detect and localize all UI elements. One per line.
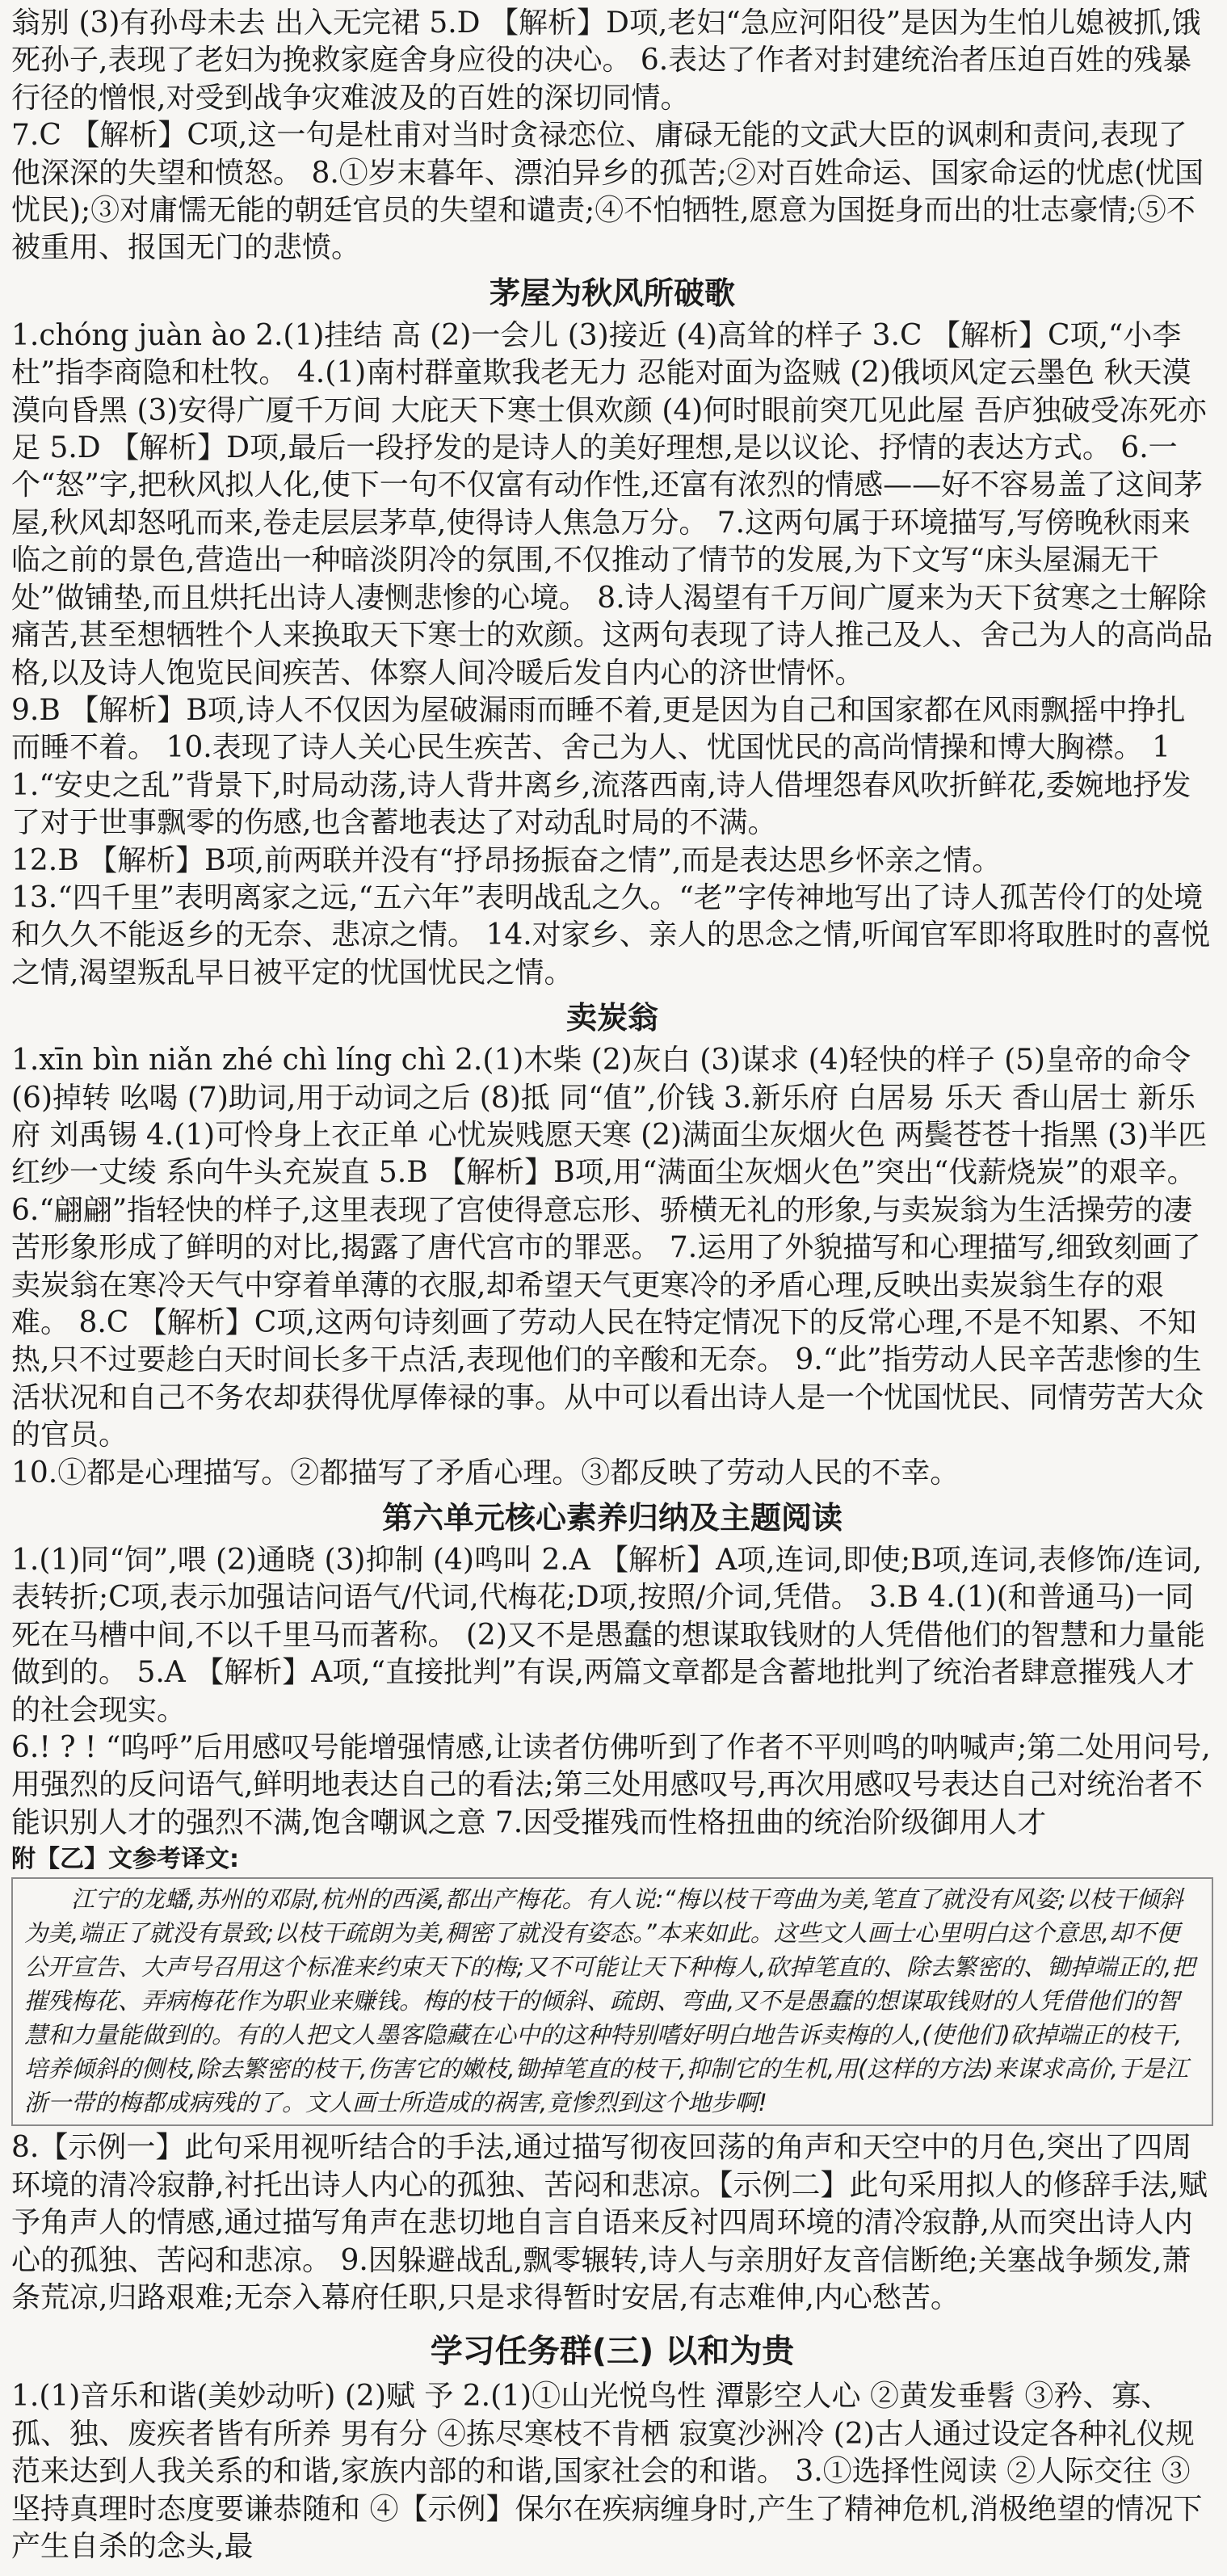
answer-paragraph: 8.【示例一】此句采用视听结合的手法,通过描写彻夜回荡的角声和天空中的月色,突出了四周环境的清冷寂静,衬托出诗人内心的孤独、苦闷和悲凉。【示例二】此句采用拟人的修辞手法,赋予角声人的情感,通过描写角声在悲切地自言自语来反衬四周环境的清冷寂静,从而突出诗人内心的孤独、苦闷和悲凉。 9.因躲避战乱,飘零辗转,诗人与亲朋好友音信断绝;关塞战争频发,萧条荒凉,归路艰难;无奈入幕府任职,只是求得暂时安居,有志难伸,内心愁苦。: [11, 2131, 1208, 2314]
answer-paragraph: 翁别 (3)有孙母未去 出入无完裙 5.D 【解析】D项,老妇“急应河阳役”是因为生怕儿媳被抓,饿死孙子,表现了老妇为挽救家庭舍身应役的决心。 6.表达了作者对封建统治者压迫百姓的残暴行径的憎恨,对受到战争灾难波及的百姓的深切同情。: [11, 6, 1201, 115]
answer-paragraph: 13.“四千里”表明离家之远,“五六年”表明战乱之久。“老”字传神地写出了诗人孤苦伶仃的处境和久久不能返乡的无奈、悲凉之情。 14.对家乡、亲人的思念之情,听闻官军即将取胜时的喜悦之情,渴望叛乱早日被平定的忧国忧民之情。: [11, 880, 1211, 990]
answer-paragraph: 7.C 【解析】C项,这一句是杜甫对当时贪禄恋位、庸碌无能的文武大臣的讽刺和责问,表现了他深深的失望和愤怒。 8.①岁末暮年、漂泊异乡的孤苦;②对百姓命运、国家命运的忧虑(忧国忧民);③对庸懦无能的朝廷官员的失望和谴责;④不怕牺牲,愿意为国挺身而出的壮志豪情;⑤不被重用、报国无门的悲愤。: [11, 119, 1204, 265]
section-heading: 卖炭翁: [565, 1000, 658, 1036]
answer-paragraph: 10.①都是心理描写。②都描写了矛盾心理。③都反映了劳动人民的不幸。: [11, 1456, 960, 1490]
translation-box: [11, 1877, 1213, 2126]
page-content: [11, 5, 1213, 2565]
section-heading: 茅屋为秋风所破歌: [489, 275, 735, 311]
answer-paragraph: 1.(1)同“饲”,喂 (2)通晓 (3)抑制 (4)鸣叫 2.A 【解析】A项,连词,即使;B项,连词,表修饰/连词,表转折;C项,表示加强诘问语气/代词,代梅花;D项,按照/介词,凭借。 3.B 4.(1)(和普通马)一同死在马槽中间,不以千里马而著称。 (2)又不是愚蠢的想谋取钱财的人凭借他们的智慧和力量能做到的。 5.A 【解析】A项,“直接批判”有误,两篇文章都是含蓄地批判了统治者肆意摧残人才的社会现实。: [11, 1544, 1205, 1727]
section-heading: 第六单元核心素养归纳及主题阅读: [381, 1500, 843, 1536]
answer-paragraph: 9.B 【解析】B项,诗人不仅因为屋破漏雨而睡不着,更是因为自己和国家都在风雨飘摇中挣扎而睡不着。 10.表现了诗人关心民生疾苦、舍己为人、忧国忧民的高尚情操和博大胸襟。 11.“安史之乱”背景下,时局动荡,诗人背井离乡,流落西南,诗人借埋怨春风吹折鲜花,委婉地抒发了对于世事飘零的伤感,也含蓄地表达了对动乱时局的不满。: [11, 693, 1191, 840]
answer-paragraph: 1.(1)音乐和谐(美妙动听) (2)赋 予 2.(1)①山光悦鸟性 潭影空人心 ②黄发垂髫 ③矜、寡、孤、独、废疾者皆有所养 男有分 ④拣尽寒枝不肯栖 寂寞沙洲冷 (2)古人通过设定各种礼仪规范来达到人我关系的和谐,家族内部的和谐,国家社会的和谐。 3.①选择性阅读 ②人际交往 ③坚持真理时态度要谦恭随和 ④【示例】保尔在疾病缠身时,产生了精神危机,消极绝望的情况下产生自杀的念头,最: [11, 2380, 1203, 2563]
section-heading: 学习任务群(三) 以和为贵: [430, 2333, 795, 2371]
translation-title: 附【乙】文参考译文:: [11, 1845, 239, 1874]
answer-paragraph: 6.! ? ! “呜呼”后用感叹号能增强情感,让读者仿佛听到了作者不平则鸣的呐喊声;第二处用问号,用强烈的反问语气,鲜明地表达自己的看法;第三处用感叹号,再次用感叹号表达自己对统治者不能识别人才的强烈不满,饱含嘲讽之意 7.因受摧残而性格扭曲的统治阶级御用人才: [11, 1731, 1211, 1839]
answer-paragraph: 1.chóng juàn ào 2.(1)挂结 高 (2)一会儿 (3)接近 (4)高耸的样子 3.C 【解析】C项,“小李杜”指李商隐和杜牧。 4.(1)南村群童欺我老无力 忍能对面为盗贼 (2)俄顷风定云墨色 秋天漠漠向昏黑 (3)安得广厦千万间 大庇天下寒士俱欢颜 (4)何时眼前突兀见此屋 吾庐独破受冻死亦足 5.D 【解析】D项,最后一段抒发的是诗人的美好理想,是以议论、抒情的表达方式。 6.一个“怒”字,把秋风拟人化,使下一句不仅富有动作性,还富有浓烈的情感——好不容易盖了这间茅屋,秋风却怒吼而来,卷走层层茅草,使得诗人焦急万分。 7.这两句属于环境描写,写傍晚秋雨来临之前的景色,营造出一种暗淡阴冷的氛围,不仅推动了情节的发展,为下文写“床头屋漏无干处”做铺垫,而且烘托出诗人凄恻悲惨的心境。 8.诗人渴望有千万间广厦来为天下贫寒之士解除痛苦,甚至想牺牲个人来换取天下寒士的欢颜。这两句表现了诗人推己及人、舍己为人的高尚品格,以及诗人饱览民间疾苦、体察人间冷暖后发自内心的济世情怀。: [11, 318, 1213, 690]
answer-paragraph: 12.B 【解析】B项,前两联并没有“抒昂扬振奋之情”,而是表达思乡怀亲之情。: [11, 843, 1002, 877]
translation-text: 江宁的龙蟠,苏州的邓尉,杭州的西溪,都出产梅花。有人说:“梅以枝干弯曲为美,笔直了就没有风姿;以枝干倾斜为美,端正了就没有景致;以枝干疏朗为美,稠密了就没有姿态。”本来如此。这些文人画士心里明白这个意思,却不便公开宣告、大声号召用这个标准来约束天下的梅;又不可能让天下种梅人,砍掉笔直的、除去繁密的、锄掉端正的,把摧残梅花、弄病梅花作为职业来赚钱。梅的枝干的倾斜、疏朗、弯曲,又不是愚蠢的想谋取钱财的人凭借他们的智慧和力量能做到的。有的人把文人墨客隐藏在心中的这种特别嗜好明白地告诉卖梅的人,(使他们)砍掉端正的枝干,培养倾斜的侧枝,除去繁密的枝干,伤害它的嫩枝,锄掉笔直的枝干,抑制它的生机,用(这样的方法)来谋求高价,于是江浙一带的梅都成病残的了。文人画士所造成的祸害,竟惨烈到这个地步啊!: [24, 1885, 1195, 2117]
answer-paragraph: 1.xīn bìn niǎn zhé chì líng chì 2.(1)木柴 (2)灰白 (3)谋求 (4)轻快的样子 (5)皇帝的命令 (6)掉转 吆喝 (7)助词,用于动词之后 (8)抵 同“值”,价钱 3.新乐府 白居易 乐天 香山居士 新乐府 刘禹锡 4.(1)可怜身上衣正单 心忧炭贱愿天寒 (2)满面尘灰烟火色 两鬓苍苍十指黑 (3)半匹红纱一丈绫 系向牛头充炭直 5.B 【解析】B项,用“满面尘灰烟火色”突出“伐薪烧炭”的艰辛。 6.“翩翩”指轻快的样子,这里表现了宫使得意忘形、骄横无礼的形象,与卖炭翁为生活操劳的凄苦形象形成了鲜明的对比,揭露了唐代宫市的罪恶。 7.运用了外貌描写和心理描写,细致刻画了卖炭翁在寒冷天气中穿着单薄的衣服,却希望天气更寒冷的矛盾心理,反映出卖炭翁生存的艰难。 8.C 【解析】C项,这两句诗刻画了劳动人民在特定情况下的反常心理,不是不知累、不知热,只不过要趁白天时间长多干点活,表现他们的辛酸和无奈。 9.“此”指劳动人民辛苦悲惨的生活状况和自己不务农却获得优厚俸禄的事。从中可以看出诗人是一个忧国忧民、同情劳苦大众的官员。: [11, 1044, 1207, 1452]
